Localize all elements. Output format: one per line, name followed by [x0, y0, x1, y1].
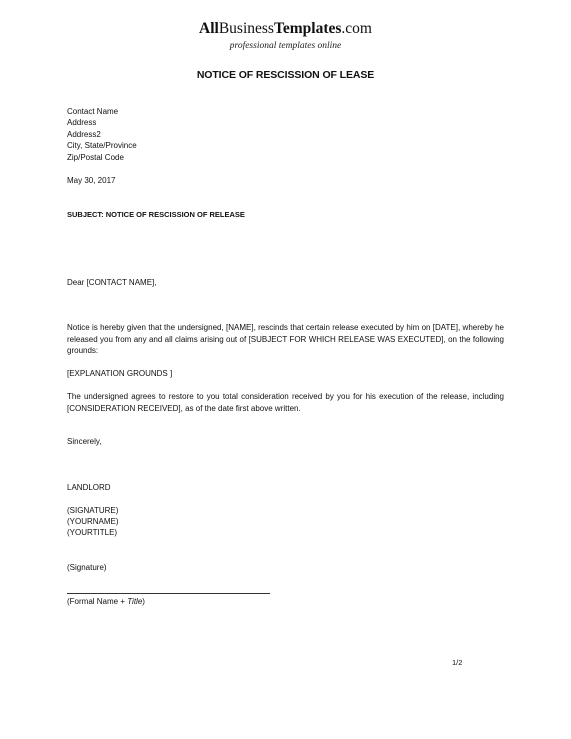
address-contact-name: Contact Name: [67, 107, 119, 116]
address-zip: Zip/Postal Code: [67, 153, 124, 162]
explanation-grounds: [EXPLANATION GROUNDS ]: [67, 369, 173, 378]
closing: Sincerely,: [67, 437, 102, 446]
brand-part-com: .com: [341, 20, 372, 37]
signature-line: [67, 593, 270, 594]
formal-name-prefix: (Formal Name +: [67, 597, 128, 606]
letter-subject: SUBJECT: NOTICE OF RESCISSION OF RELEASE: [67, 210, 245, 219]
formal-name-label: [67, 596, 145, 608]
salutation: Dear [CONTACT NAME],: [67, 278, 157, 287]
signature-label: (Signature): [67, 563, 107, 572]
letter-date: May 30, 2017: [67, 176, 116, 185]
yourname-placeholder: (YOURNAME): [67, 517, 119, 526]
formal-name-title: Title: [127, 597, 143, 606]
paragraph-restore: The undersigned agrees to restore to you total consideration received by you for his execution of the release, including [CONSIDERATION RECEIVED], as of the date first above written.: [67, 392, 504, 413]
address-line2: Address2: [67, 130, 101, 139]
brand-part-business: Business: [218, 20, 274, 37]
brand-tagline: professional templates online: [229, 41, 342, 51]
paragraph-notice: Notice is hereby given that the undersigned, [NAME], rescinds that certain release executed by him on [DATE], whereby he released you from any and all claims arising out of [SUBJECT FOR WHICH RELEASE WAS EXECUTED], on the following grounds:: [67, 323, 504, 355]
page-number: 1/2: [452, 658, 463, 667]
formal-name-suffix: ): [142, 597, 145, 606]
brand-part-templates: Templates: [273, 20, 342, 37]
address-city: City, State/Province: [67, 141, 137, 150]
yourtitle-placeholder: (YOURTITLE): [67, 528, 118, 537]
brand-logo: [0, 20, 571, 38]
brand-part-all: All: [199, 20, 219, 37]
signature-placeholder: (SIGNATURE): [67, 506, 119, 515]
document-title: NOTICE OF RESCISSION OF LEASE: [196, 69, 375, 81]
address-line: Address: [67, 118, 97, 127]
landlord-label: LANDLORD: [67, 483, 111, 492]
